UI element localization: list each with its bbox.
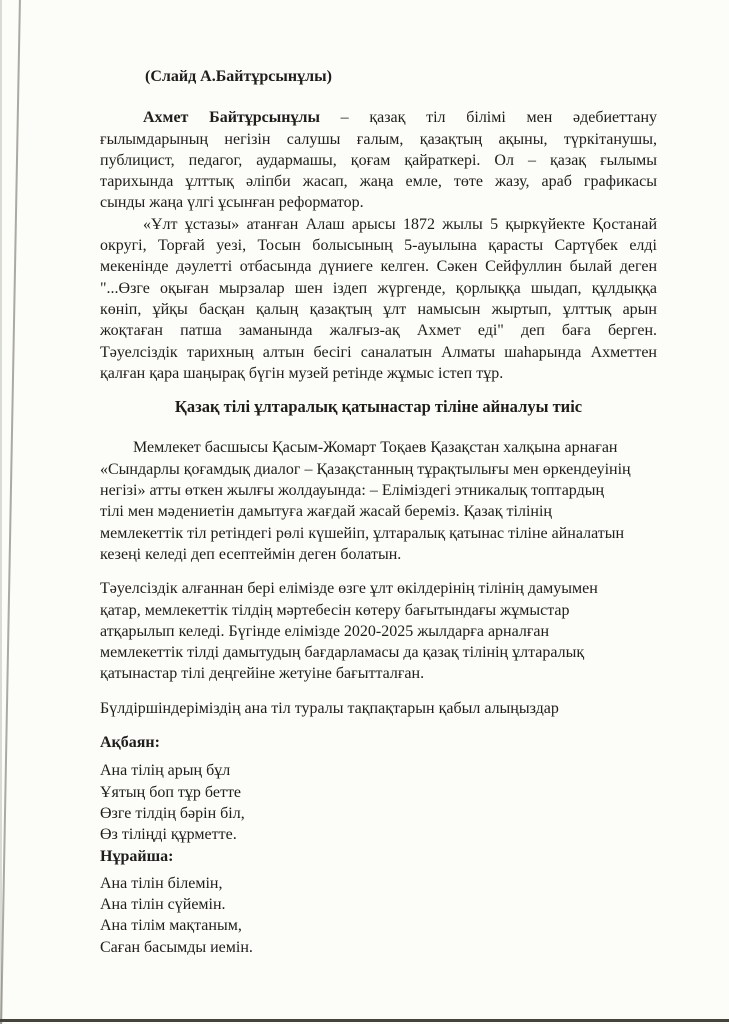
text-line: Мемлекет басшысы Қасым-Жомарт Тоқаев Қазақстан халқына арнаған bbox=[133, 439, 618, 457]
text-line: мекенінде дәулетті отбасында дүниеге келген. Сәкен Сейфуллин былай деген bbox=[100, 258, 657, 276]
text-line: мемлекеттік тілді дамытудың бағдарламасы да қазақ тілінің ұлтаралық bbox=[100, 644, 585, 662]
poem2-lines bbox=[100, 873, 657, 958]
poem2-title: Нұрайша: bbox=[100, 847, 174, 865]
person-name-bold: Ахмет Байтұрсынұлы bbox=[143, 109, 320, 127]
scan-edge-bottom bbox=[0, 1019, 729, 1022]
text-line: ғылымдарының негізін салушы ғалым, қазақтың ақыны, түркітанушы, bbox=[100, 130, 657, 148]
paragraph-president-address bbox=[100, 437, 657, 565]
text-line: қатар, мемлекеттік тілдің мәртебесін көтеру бағытындағы жұмыстар bbox=[100, 601, 570, 619]
intro-line1-rest: – қазақ тіл білімі мен әдебиеттану bbox=[319, 109, 658, 127]
text-line: мемлекеттік тіл ретіндегі рөлі күшейіп, ұлтаралық қатынас тіліне айналатын bbox=[100, 524, 625, 542]
text-line: сынды жаңа үлгі ұсынған реформатор. bbox=[100, 194, 364, 212]
text-line: Тәуелсіздік тарихның алтын бесігі саналатын Алматы шаһарында Ахметтен bbox=[100, 343, 657, 361]
text-line: негізі» атты өткен жылғы жолдауында: – Еліміздегі этникалық топтардың bbox=[100, 482, 605, 500]
text-line: Ана тілін білемін, bbox=[100, 874, 223, 892]
paragraph-biography bbox=[100, 214, 657, 384]
paragraph-language-development bbox=[100, 578, 657, 684]
text-line: округі, Торғай уезі, Тосын болысының 5-ауылына қарасты Сартүбек елді bbox=[100, 237, 657, 255]
text-line: публицист, педагог, аудармашы, қоғам қайраткері. Ол – қазақ ғылымы bbox=[100, 151, 657, 169]
text-line: тарихында ұлттық әліпби жасап, жаңа емле, төте жазу, араб графикасы bbox=[100, 173, 657, 191]
text-line: Ұятың боп тұр бетте bbox=[100, 783, 242, 801]
poem1-lines bbox=[100, 760, 657, 845]
text-line: "...Өзге оқыған мырзалар шен іздеп жүргенде, қорлыққа шыдап, құлдыққа bbox=[100, 279, 657, 297]
text-line: Ана тілің арың бұл bbox=[100, 762, 231, 780]
text-line: жоқтаған патша заманында жалғыз-ақ Ахмет еді" деп баға берген. bbox=[100, 322, 657, 340]
slide-note: (Слайд А.Байтұрсынұлы) bbox=[145, 68, 332, 85]
document-content bbox=[100, 66, 657, 958]
invitation-line bbox=[100, 698, 657, 719]
text-line: қатынастар тілі деңгейіне жетуіне бағытталған. bbox=[100, 665, 425, 683]
text-line: атқарылып келеді. Бүгінде елімізде 2020-2025 жылдарға арналған bbox=[100, 622, 550, 640]
text-line: Ана тілін сүйемін. bbox=[100, 896, 226, 914]
scan-paper-edge-left bbox=[0, 0, 21, 1024]
text-line: Өз тіліңді құрметте. bbox=[100, 826, 237, 844]
text-line: тілі мен мәдениетін дамытуға жағдай жасай береміз. Қазақ тілінің bbox=[100, 503, 552, 521]
text-line: көніп, ұйқы басқан қалың қазақтың ұлт намысын жыртып, ұлттық арын bbox=[100, 300, 657, 318]
text-line: Өзге тілдің бәрін біл, bbox=[100, 804, 245, 822]
section-heading: Қазақ тілі ұлтаралық қатынастар тіліне айналуы тиіс bbox=[174, 397, 583, 417]
text-line: «Сындарлы қоғамдық диалог – Қазақстанның тұрақтылығы мен өркендеуінің bbox=[100, 460, 631, 478]
invitation-text: Бүлдіршіндеріміздің ана тіл туралы тақпақтарын қабыл алыңыздар bbox=[100, 699, 559, 717]
text-line: «Ұлт ұстазы» атанған Алаш арысы 1872 жылы 5 қыркүйекте Қостанай bbox=[143, 215, 657, 233]
text-line: Тәуелсіздік алғаннан бері елімізде өзге ұлт өкілдерінің тілінің дамуымен bbox=[100, 580, 598, 598]
paragraph-intro bbox=[100, 107, 657, 213]
text-line: қалған қара шаңырақ бүгін музей ретінде жұмыс істеп тұр. bbox=[100, 364, 504, 382]
text-line: Саған басымды иемін. bbox=[100, 938, 253, 956]
text-line: Ана тілім мақтаным, bbox=[100, 917, 242, 935]
text-line: кезеңі келеді деп есептеймін деген болатын. bbox=[100, 545, 402, 563]
scan-edge-faint-left bbox=[0, 0, 2, 1024]
poem1-title: Ақбаян: bbox=[100, 734, 160, 752]
text-line bbox=[100, 107, 657, 128]
